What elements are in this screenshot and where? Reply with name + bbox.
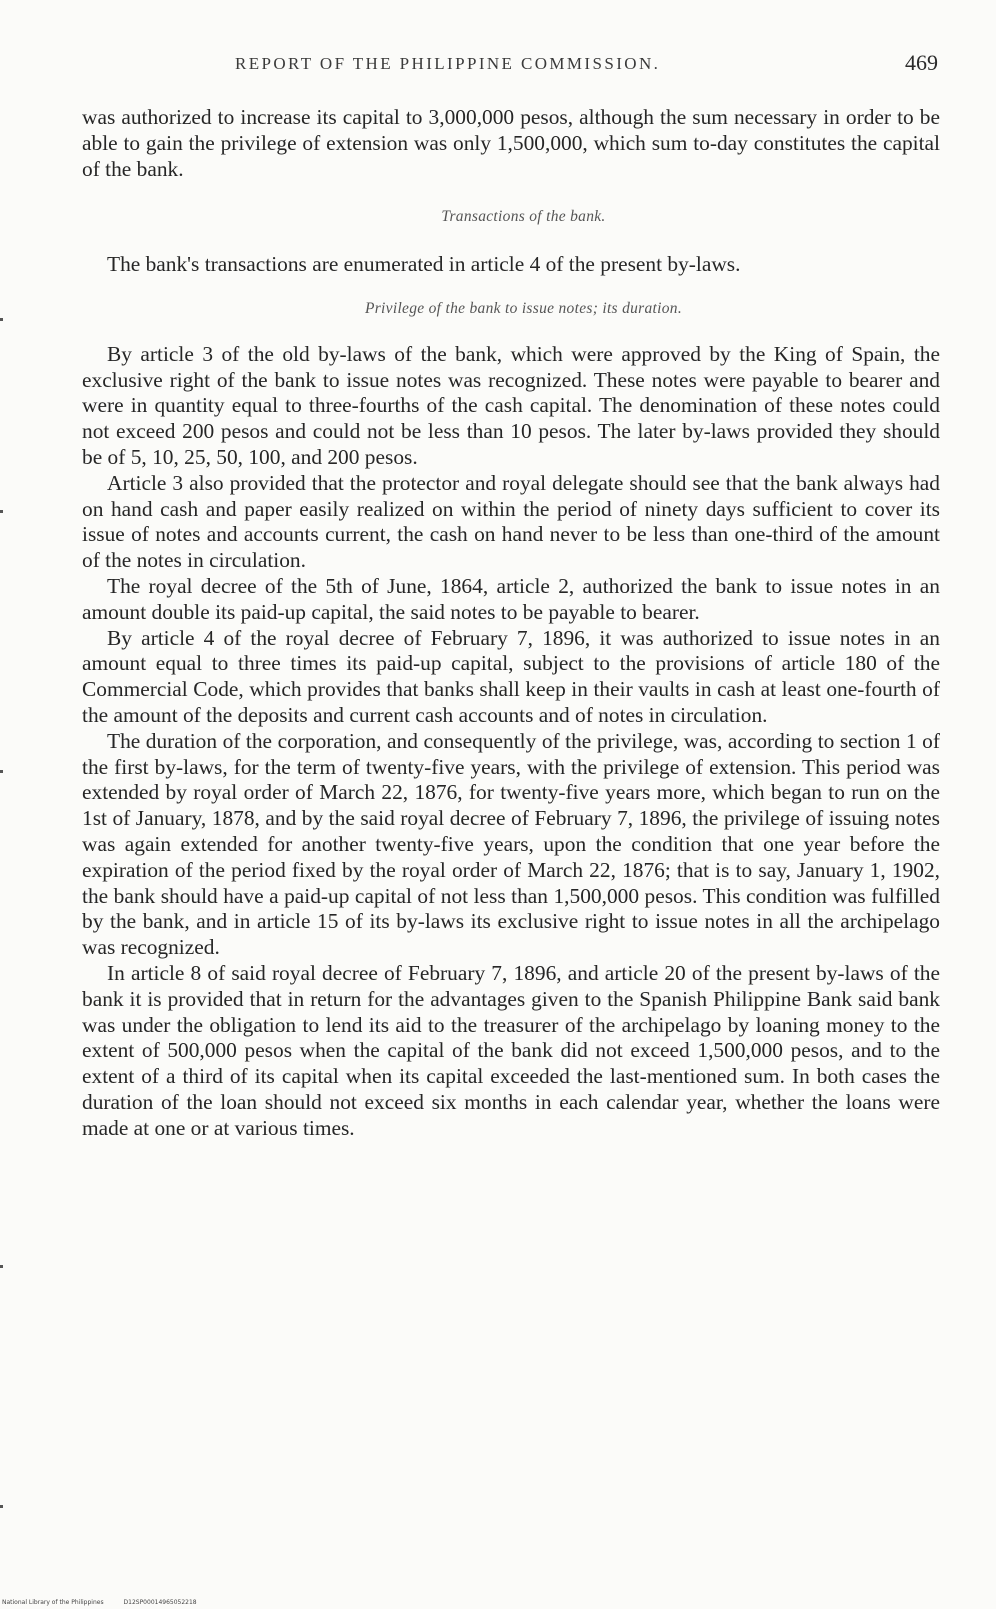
footer-identifier: D12SP00014965052218: [123, 1599, 197, 1606]
paragraph-capital-increase: was authorized to increase its capital to 3,000,000 pesos, although the sum necessary in order to be able to gain the privilege of extension was only 1,500,000, which sum to-day constitutes the capital of the bank.: [82, 105, 940, 181]
paragraph-royal-decree-1896: By article 4 of the royal decree of February 7, 1896, it was authorized to issue notes in an amount equal to three times its paid-up capital, subject to the provisions of article 180 of the Commercial Code, which provides that banks shall keep in their vaults in cash at least one-fourth of the amount of the deposits and current cash accounts and of notes in circulation.: [82, 625, 940, 727]
section-heading-note-privilege: Privilege of the bank to issue notes; its duration.: [364, 299, 683, 317]
paragraph-transactions: The bank's transactions are enumerated in article 4 of the present by-laws.: [107, 252, 741, 277]
scan-edge-mark: [0, 318, 3, 321]
page-body: [82, 105, 940, 1141]
page-header: [82, 50, 940, 78]
paragraph-old-bylaws: By article 3 of the old by-laws of the bank, which were approved by the King of Spain, the exclusive right of the bank to issue notes was recognized. These notes were payable to bearer and were in quantity equal to three-fourths of the cash capital. The denomination of these notes could not exceed 200 pesos and could not be less than 10 pesos. The later by-laws provided they should be of 5, 10, 25, 50, 100, and 200 pesos.: [82, 341, 940, 469]
paragraph-duration: The duration of the corporation, and consequently of the privilege, was, according to section 1 of the first by-laws, for the term of twenty-five years, with the privilege of extension. This period was extended by royal order of March 22, 1876, for twenty-five years more, which began to run on the 1st of January, 1878, and by the said royal decree of February 7, 1896, the privilege of issuing notes was again extended for another twenty-five years, upon the condition that one year before the expiration of the period fixed by the royal order of March 22, 1876; that is to say, January 1, 1902, the bank should have a paid-up capital of not less than 1,500,000 pesos. This condition was fulfilled by the bank, and in article 15 of its by-laws its exclusive right to issue notes in all the archipelago was recognized.: [82, 728, 940, 960]
footer-library: National Library of the Philippines: [2, 1599, 104, 1606]
paragraph-royal-decree-1864: The royal decree of the 5th of June, 1864, article 2, authorized the bank to issue notes in an amount double its paid-up capital, the said notes to be payable to bearer.: [82, 573, 940, 624]
scan-edge-mark: [0, 1265, 3, 1268]
page-number: 469: [905, 50, 938, 75]
section-heading-transactions: Transactions of the bank.: [441, 208, 606, 226]
scan-footer: [2, 1599, 197, 1606]
running-title: REPORT OF THE PHILIPPINE COMMISSION.: [235, 54, 661, 73]
paragraph-loan-obligation: In article 8 of said royal decree of February 7, 1896, and article 20 of the present by-laws of the bank it is provided that in return for the advantages given to the Spanish Philippine Bank said bank was under the obligation to lend its aid to the treasurer of the archipelago by loaning money to the extent of 500,000 pesos when the capital of the bank did not exceed 1,500,000 pesos, and to the extent of a third of its capital when its capital exceeded the last-mentioned sum. In both cases the duration of the loan should not exceed six months in each calendar year, whether the loans were made at one or at various times.: [82, 960, 940, 1140]
scan-edge-mark: [0, 1505, 3, 1508]
paragraph-article-3: Article 3 also provided that the protector and royal delegate should see that the bank always had on hand cash and paper easily realized on within the period of ninety days sufficient to cover its issue of notes and accounts current, the cash on hand never to be less than one-third of the amount of the notes in circulation.: [82, 470, 940, 573]
scan-edge-mark: [0, 770, 3, 773]
scan-edge-mark: [0, 510, 3, 513]
